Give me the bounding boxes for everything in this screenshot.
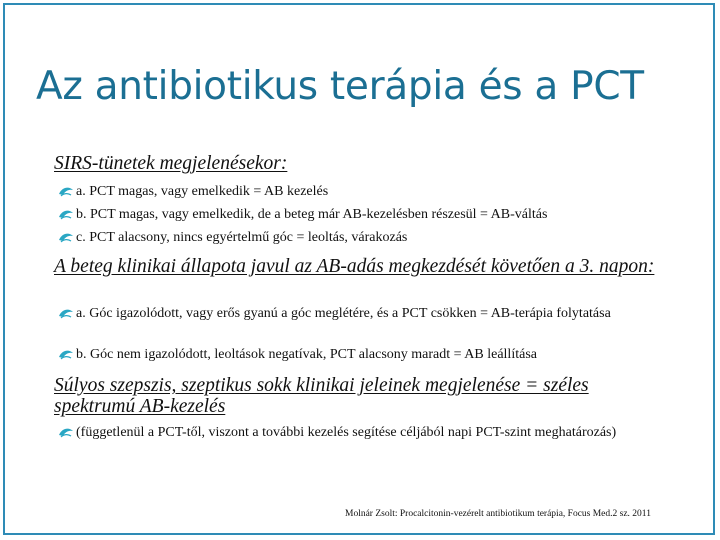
list-item-text: b. PCT magas, vagy emelkedik, de a beteg már AB-kezelésben részesül = AB-váltás: [76, 207, 548, 222]
list-item-text: (függetlenül a PCT-től, viszont a további kezelés segítése céljából napi PCT-szint meghatározás): [76, 425, 617, 440]
list-item: [58, 229, 673, 247]
list-item-text: a. Góc igazolódott, vagy erős gyanú a góc meglétére, és a PCT csökken = AB-terápia folytatása: [76, 306, 611, 321]
list-item: [58, 424, 673, 442]
ornamental-leaf-icon: [58, 306, 74, 322]
list-item: [58, 305, 673, 323]
ornamental-leaf-icon: [58, 425, 74, 441]
section-heading-sirs: SIRS-tünetek megjelenésekor:: [54, 153, 288, 174]
ornamental-leaf-icon: [58, 184, 74, 200]
list-item-text: b. Góc nem igazolódott, leoltások negatívak, PCT alacsony maradt = AB leállítása: [76, 347, 537, 362]
ornamental-leaf-icon: [58, 347, 74, 363]
list-item: [58, 206, 673, 224]
citation: Molnár Zsolt: Procalcitonin-vezérelt antibiotikum terápia, Focus Med.2 sz. 2011: [345, 509, 651, 519]
list-item-text: a. PCT magas, vagy emelkedik = AB kezelés: [76, 184, 329, 199]
list-item: [58, 346, 673, 364]
list-item-text: c. PCT alacsony, nincs egyértelmű góc = leoltás, várakozás: [76, 230, 408, 245]
section-heading-sepsis: Súlyos szepszis, szeptikus sokk klinikai jeleinek megjelenése = széles spektrumú AB-kezelés: [54, 375, 589, 417]
ornamental-leaf-icon: [58, 207, 74, 223]
section-heading-day3: A beteg klinikai állapota javul az AB-adás megkezdését követően a 3. napon:: [54, 256, 655, 277]
list-item: [58, 183, 673, 201]
slide-title: Az antibiotikus terápia és a PCT: [36, 64, 644, 109]
ornamental-leaf-icon: [58, 230, 74, 246]
